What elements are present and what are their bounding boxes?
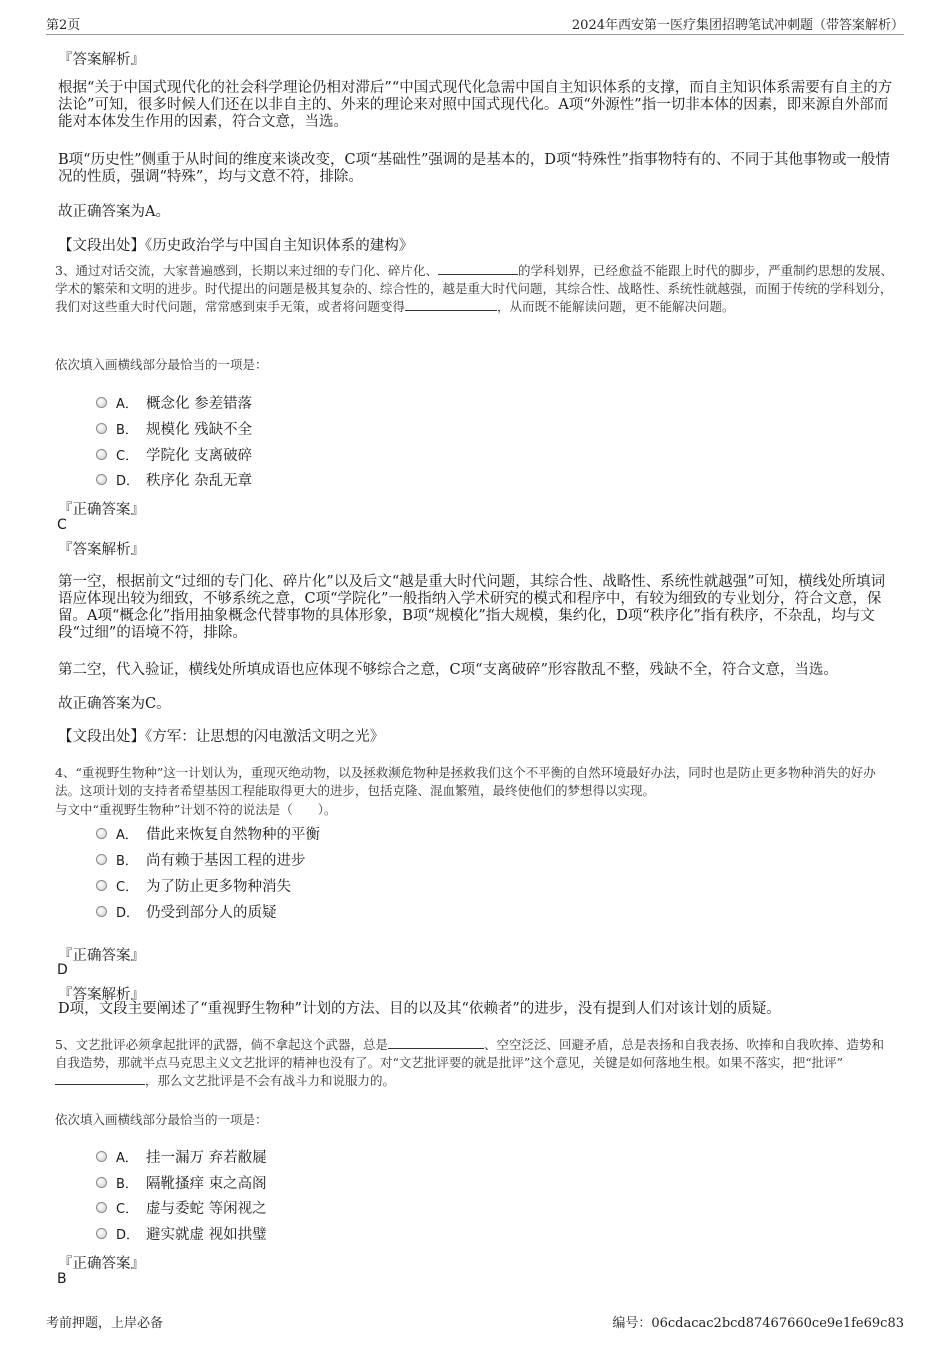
- q2-analysis-p1: 根据“关于中国式现代化的社会科学理论仍相对滞后”“中国式现代化急需中国自主知识体系的支撑，而自主知识体系需要有自主的方法论”可知，很多时候人们还在以非自主的、外来的理论来对照中国式现代化。A项“外源性”指一切非本体的因素，即来源自外部而能对本体发生作用的因素，符合文意，当选。: [58, 80, 893, 130]
- radio-icon[interactable]: [96, 854, 107, 865]
- q5-option-c[interactable]: [96, 1197, 267, 1217]
- q3-source-title: 《方军：让思想的闪电激活文明之光》: [145, 729, 385, 745]
- blank-line: [438, 262, 518, 275]
- page-footer: [46, 1312, 904, 1334]
- q3-answer: C: [57, 517, 67, 533]
- option-label: A．: [116, 827, 138, 843]
- q5-answer: B: [57, 1271, 67, 1287]
- radio-icon[interactable]: [96, 423, 107, 434]
- q5-stem-part: ，那么文艺批评是不会有战斗力和说服力的。: [145, 1073, 396, 1088]
- q2-conclusion: 故正确答案为A。: [58, 204, 170, 220]
- q4-correct-label: 『正确答案』: [58, 948, 145, 964]
- q3-correct-label: 『正确答案』: [58, 502, 145, 518]
- radio-icon[interactable]: [96, 449, 107, 460]
- q3-option-c[interactable]: [96, 444, 252, 464]
- radio-icon[interactable]: [96, 1177, 107, 1188]
- option-label: C．: [116, 879, 139, 895]
- option-text: 借此来恢复自然物种的平衡: [146, 826, 320, 843]
- radio-icon[interactable]: [96, 1228, 107, 1239]
- option-label: A．: [116, 396, 138, 412]
- option-label: A．: [116, 1150, 138, 1166]
- q4-option-d[interactable]: [96, 901, 277, 921]
- q3-stem-part: ，从而既不能解读问题，更不能解决问题。: [497, 299, 735, 314]
- q3-prompt: 依次填入画横线部分最恰当的一项是：: [55, 357, 268, 372]
- radio-icon[interactable]: [96, 906, 107, 917]
- option-text: 挂一漏万 弃若敝屣: [146, 1149, 267, 1166]
- option-label: C．: [116, 1201, 139, 1217]
- q3-stem: [55, 262, 895, 316]
- q5-option-a[interactable]: [96, 1146, 267, 1166]
- option-label: B．: [116, 422, 138, 438]
- q3-option-a[interactable]: [96, 392, 252, 412]
- option-text: 避实就虚 视如拱璧: [146, 1226, 267, 1243]
- q4-option-b[interactable]: [96, 849, 306, 869]
- footer-slogan: 考前押题，上岸必备: [46, 1316, 164, 1331]
- document-title: 2024年西安第一医疗集团招聘笔试冲刺题（带答案解析）: [571, 18, 904, 33]
- radio-icon[interactable]: [96, 474, 107, 485]
- q2-source-title: 《历史政治学与中国自主知识体系的建构》: [145, 238, 414, 254]
- q3-option-b[interactable]: [96, 418, 252, 438]
- q4-analysis-label: 『答案解析』: [58, 987, 145, 1003]
- q4-option-a[interactable]: [96, 823, 320, 843]
- option-label: D．: [116, 1227, 140, 1243]
- option-text: 虚与委蛇 等闲视之: [146, 1200, 267, 1217]
- blank-line: [388, 1036, 484, 1049]
- option-label: D．: [116, 905, 140, 921]
- option-text: 隔靴搔痒 束之高阁: [146, 1175, 267, 1192]
- q5-stem-part: 、空空泛泛、回避矛盾，总是表扬和自我表扬、吹捧和自我吹捧、造势和自我造势，那就半点马克思主义文艺批评的精神也没有了。对“文艺批评要的就是批评”这个意见，关键是如何落地生根。如果不落实，把“批评”: [55, 1037, 884, 1070]
- radio-icon[interactable]: [96, 880, 107, 891]
- option-label: B．: [116, 853, 138, 869]
- q5-stem: [55, 1036, 895, 1090]
- q4-analysis: D项，文段主要阐述了“重视野生物种”计划的方法、目的以及其“依赖者”的进步，没有提到人们对该计划的质疑。: [58, 1001, 781, 1017]
- q4-stem: 4、“重视野生物种”这一计划认为，重现灭绝动物，以及拯救濒危物种是拯救我们这个不平衡的自然环境最好办法，同时也是防止更多物种消失的好办法。这项计划的支持者希望基因工程能取得更大的进步，包括克隆、混血繁殖，最终使他们的梦想得以实现。: [55, 765, 876, 798]
- option-text: 仍受到部分人的质疑: [146, 904, 277, 921]
- q3-analysis-label: 『答案解析』: [58, 542, 145, 558]
- q3-source: [58, 729, 893, 746]
- footer-code: 编号：06cdacac2bcd87467660ce9e1fe69c83: [612, 1316, 904, 1331]
- q4-answer: D: [57, 962, 68, 978]
- q3-analysis-p1: 第一空，根据前文“过细的专门化、碎片化”以及后文“越是重大时代问题，其综合性、战略性、系统性就越强”可知，横线处所填词语应体现出较为细致，不够系统之意，C项“学院化”一般指纳入学术研究的模式和程序中，有较为细致的专业划分，符合文意，保留。A项“概念化”指用抽象概念代替事物的具体形象，B项“规模化”指大规模，集约化，D项“秩序化”指有秩序，不杂乱，均与文段“过细”的语境不符，排除。: [58, 574, 886, 641]
- option-label: D．: [116, 473, 140, 489]
- q5-option-d[interactable]: [96, 1223, 267, 1243]
- q4-question: 与文中“重视野生物种”计划不符的说法是（ ）。: [55, 802, 337, 817]
- q5-stem-part: 5、文艺批评必须拿起批评的武器，倘不拿起这个武器，总是: [55, 1037, 388, 1052]
- page-number: 第2页: [46, 18, 81, 33]
- blank-line: [405, 298, 497, 311]
- page-header: [46, 12, 904, 35]
- radio-icon[interactable]: [96, 397, 107, 408]
- q3-stem-part: 的学科划界，已经愈益不能跟上时代的脚步，严重制约思想的发展、学术的繁荣和文明的进步。时代提出的问题是极其复杂的、综合性的，越是重大时代问题，其综合性、战略性、系统性就越强，而囿于传统的学科划分，我们对这些重大时代问题，常常感到束手无策，或者将问题变得: [55, 263, 893, 314]
- option-text: 秩序化 杂乱无章: [146, 472, 253, 489]
- option-text: 为了防止更多物种消失: [146, 878, 291, 895]
- q3-stem-part: 3、通过对话交流，大家普遍感到，长期以来过细的专门化、碎片化、: [55, 263, 438, 278]
- option-label: C．: [116, 448, 139, 464]
- radio-icon[interactable]: [96, 1151, 107, 1162]
- source-label: 【文段出处】: [58, 729, 145, 745]
- radio-icon[interactable]: [96, 828, 107, 839]
- q3-analysis-p2: 第二空，代入验证，横线处所填成语也应体现不够综合之意，C项“支离破碎”形容散乱不整，残缺不全，符合文意，当选。: [58, 662, 838, 678]
- option-text: 规模化 残缺不全: [146, 421, 253, 438]
- option-label: B．: [116, 1176, 138, 1192]
- q5-correct-label: 『正确答案』: [58, 1256, 145, 1272]
- q2-analysis-label: 『答案解析』: [58, 52, 145, 68]
- q2-source: [58, 238, 893, 255]
- q5-option-b[interactable]: [96, 1172, 267, 1192]
- q4-option-c[interactable]: [96, 875, 291, 895]
- option-text: 尚有赖于基因工程的进步: [146, 852, 306, 869]
- q3-option-d[interactable]: [96, 469, 252, 489]
- source-label: 【文段出处】: [58, 238, 145, 254]
- q5-prompt: 依次填入画横线部分最恰当的一项是：: [55, 1112, 268, 1127]
- blank-line: [55, 1072, 145, 1085]
- q2-analysis-p2: B项“历史性”侧重于从时间的维度来谈改变，C项“基础性”强调的是基本的，D项“特殊性”指事物特有的、不同于其他事物或一般情况的性质，强调“特殊”，均与文意不符，排除。: [58, 152, 890, 185]
- radio-icon[interactable]: [96, 1202, 107, 1213]
- q3-conclusion: 故正确答案为C。: [58, 696, 171, 712]
- option-text: 学院化 支离破碎: [146, 447, 253, 464]
- option-text: 概念化 参差错落: [146, 395, 253, 412]
